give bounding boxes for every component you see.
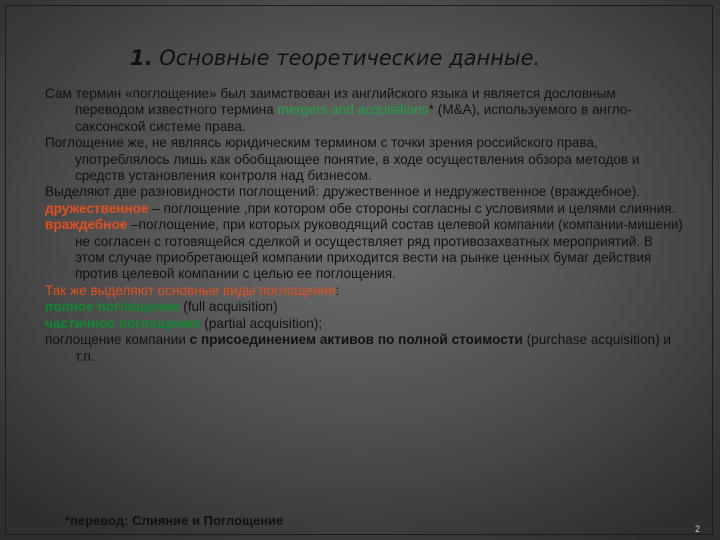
definition-friendly: – поглощение ,при котором обе стороны согласны с условиями и целями слияния.	[148, 200, 676, 216]
paragraph-friendly	[45, 201, 685, 217]
slide-body	[45, 86, 685, 365]
definition-hostile: –поглощение, при которых руководящий состав целевой компании (компании-мишени) не согласен с готовящейся сделкой и осуществляет ряд противозахватных мероприятий. В этом случае приобретающей компании приходится вести на рынке ценных бумаг действия против целевой компании с целью ее поглощения.	[75, 217, 683, 282]
term-mergers-and-acquisitions: mergers and acquisitions	[277, 102, 429, 118]
paragraph-text-rest: (M&A), используемого в англо-саксонской системе права.	[75, 102, 632, 134]
title-text: Основные теоретические данные.	[159, 46, 541, 70]
purchase-acquisition-text: поглощение компании	[45, 332, 190, 348]
paragraph-hostile	[45, 217, 685, 283]
title-number: 1.	[130, 46, 153, 70]
paragraph-legal-status: Поглощение же, не являясь юридическим термином с точки зрения российского права, употреблялось лишь как обобщающее понятие, в ходе осуществления обзора методов и средств установления контроля над бизнесом.	[45, 135, 640, 184]
purchase-acquisition-bold: с присоединением активов по полной стоимости	[189, 332, 523, 348]
term-hostile: враждебное	[45, 217, 128, 233]
paragraph-two-types: Выделяют две разновидности поглощений: дружественное и недружественное (враждебное).	[45, 184, 641, 200]
main-types-heading: Так же выделяют основные виды поглощения	[45, 282, 336, 298]
list-item-partial-acquisition	[45, 316, 685, 332]
term-full-acquisition: полное поглощение	[45, 299, 180, 315]
translation-partial-acquisition: (partial acquisition);	[200, 315, 323, 331]
paragraph-main-types	[45, 283, 685, 299]
main-types-colon: :	[335, 282, 340, 298]
purchase-acquisition-rest: (purchase acquisition) и т.п.	[75, 332, 671, 364]
list-item-purchase-acquisition	[45, 332, 685, 365]
page-number: 2	[695, 524, 701, 534]
footnote-star: *	[428, 102, 434, 118]
translation-full-acquisition: (full acquisition)	[179, 299, 278, 315]
term-partial-acquisition: частичное поглощение	[45, 315, 201, 331]
paragraph-term-origin	[45, 86, 685, 135]
list-item-full-acquisition	[45, 299, 685, 315]
slide-title	[130, 46, 540, 70]
footnote: *перевод: Слияние и Поглощение	[65, 513, 284, 528]
term-friendly: дружественное	[45, 200, 149, 216]
paragraph-text: Сам термин «поглощение» был заимствован из английского языка и является дословным переводом известного термина	[45, 86, 616, 118]
